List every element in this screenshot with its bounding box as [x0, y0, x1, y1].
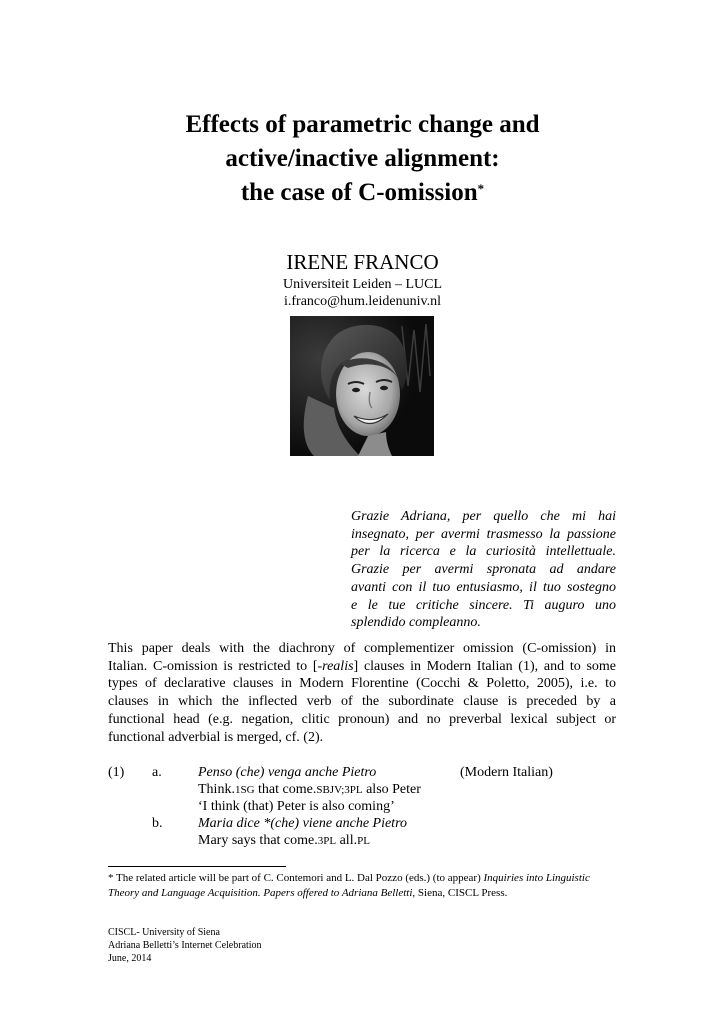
- example-a-label: a.: [152, 765, 162, 780]
- dedication-line: Grazie Adriana, per quello che mi hai: [351, 509, 616, 524]
- author-affiliation: Universiteit Leiden – LUCL: [282, 277, 443, 292]
- title-line-1: Effects of parametric change and: [185, 111, 540, 138]
- gloss-part: Mary says that come.: [198, 833, 318, 848]
- author-photo: [290, 316, 434, 456]
- title-footnote-marker: *: [477, 181, 485, 196]
- body-line: types of declarative clauses in Modern Florentine (Cocchi & Poletto, 2005), i.e. to: [108, 676, 616, 692]
- example-a-text: Penso (che) venga anche Pietro: [198, 765, 377, 780]
- paper-title: [0, 108, 725, 210]
- author-affiliation-block: [0, 276, 725, 310]
- footnote-separator: [108, 866, 286, 867]
- dedication-line: insegnato, per avermi trasmesso la passione: [351, 526, 616, 542]
- gloss-part: also Peter: [362, 782, 421, 797]
- gloss-part: Think.: [198, 782, 235, 797]
- footnote: [108, 871, 616, 901]
- dedication-line: e le tue critiche sincere. Ti auguro uno: [351, 597, 616, 613]
- gloss-abbrev: PL: [357, 835, 370, 847]
- example-b-gloss: [198, 832, 370, 850]
- footnote-text-end: , Siena, CISCL Press.: [412, 887, 508, 899]
- example-number: (1): [108, 765, 125, 780]
- gloss-abbrev: 1SG: [234, 784, 255, 796]
- page-footer: [108, 926, 262, 965]
- footer-line: Adriana Belletti’s Internet Celebration: [108, 940, 262, 951]
- example-a-gloss: [198, 781, 421, 799]
- body-line: functional head (e.g. negation, clitic pronoun) and no preverbal lexical subject or: [108, 711, 616, 727]
- gloss-part: that come.: [254, 782, 317, 797]
- body-line: [108, 658, 616, 676]
- title-line-2: active/inactive alignment:: [225, 145, 500, 172]
- body-line-emphasis: -realis: [317, 658, 354, 674]
- author-name: IRENE FRANCO: [286, 250, 439, 274]
- body-line: This paper deals with the diachrony of complementizer omission (C-omission) in: [108, 641, 616, 656]
- example-a-translation: ‘I think (that) Peter is also coming’: [198, 799, 395, 814]
- body-line: functional adverbial is merged, cf. (2).: [108, 729, 324, 745]
- gloss-abbrev: SBJV;3PL: [316, 784, 363, 796]
- dedication-line: Grazie per avermi spronata ad andare: [351, 562, 616, 578]
- footer-line: CISCL- University of Siena: [108, 927, 220, 938]
- dedication-line: per la ricerca e la curiosità intellettuale.: [351, 544, 616, 560]
- dedication-line: splendido compleanno.: [351, 615, 481, 631]
- footer-line: June, 2014: [108, 953, 152, 964]
- title-line-3-text: the case of C-omission: [240, 179, 478, 206]
- author-portrait-image: [290, 316, 434, 456]
- footnote-text: * The related article will be part of C. Contemori and L. Dal Pozzo (eds.) (to appear): [108, 872, 484, 884]
- example-a-language: (Modern Italian): [460, 765, 553, 780]
- body-line-part: ] clauses in Modern Italian (1), and to some: [353, 658, 617, 674]
- body-line-part: Italian. C-omission is restricted to [: [108, 658, 318, 674]
- author-email: i.franco@hum.leidenuniv.nl: [283, 294, 441, 309]
- body-line: clauses in which the inflected verb of the subordinate clause is preceded by a: [108, 694, 616, 710]
- title-line-3: [0, 176, 725, 210]
- gloss-part: all.: [336, 833, 358, 848]
- gloss-abbrev: 3PL: [317, 835, 337, 847]
- body-paragraph: [108, 640, 616, 746]
- footnote-book-title: Inquiries into Linguistic Theory and Language Acquisition. Papers offered to Adriana Belletti: [108, 872, 590, 899]
- example-b-text: Maria dice *(che) viene anche Pietro: [198, 816, 408, 831]
- dedication-quote: [351, 508, 616, 632]
- example-b-label: b.: [152, 816, 163, 831]
- dedication-line: avanti con il tuo entusiasmo, il tuo sostegno: [351, 579, 616, 595]
